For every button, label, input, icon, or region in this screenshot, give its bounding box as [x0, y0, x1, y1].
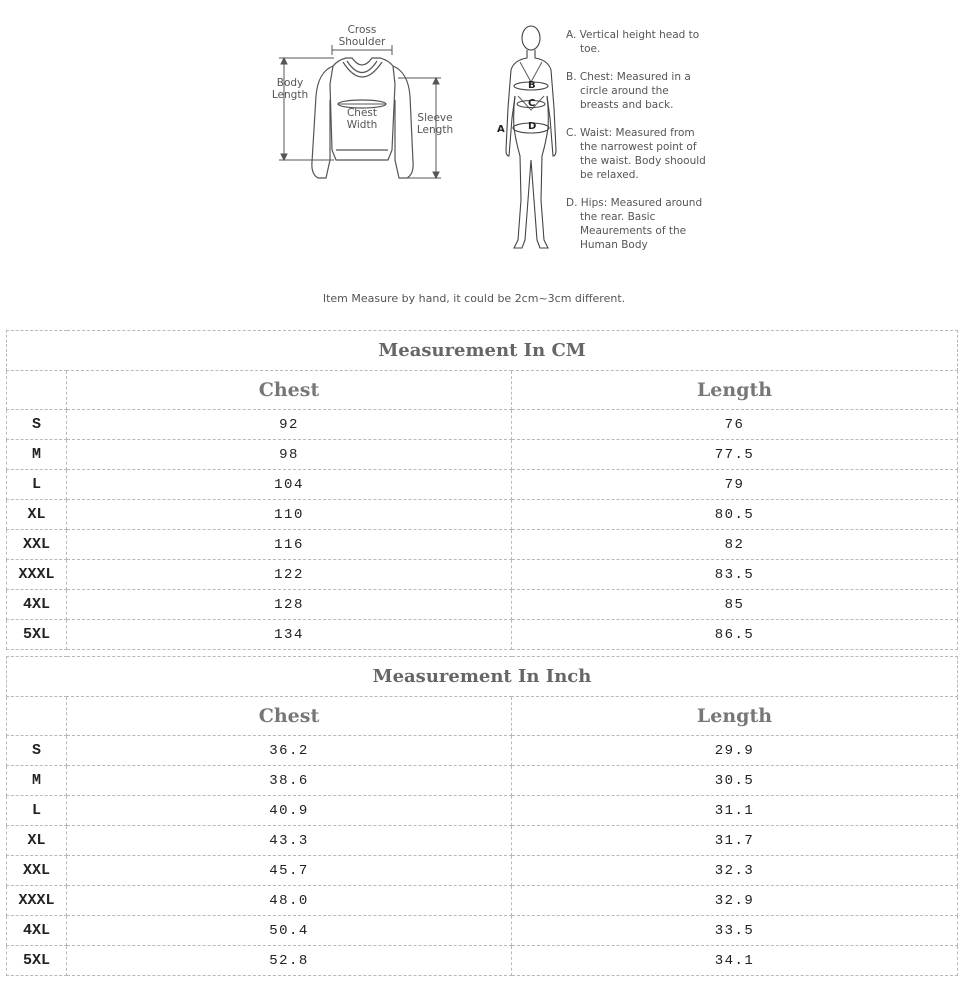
table-row — [7, 470, 958, 500]
size-label: XXXL — [7, 886, 67, 916]
size-label: XXXL — [7, 560, 67, 590]
table-row — [7, 886, 958, 916]
size-label: S — [7, 736, 67, 766]
chest-value: 128 — [67, 590, 512, 620]
table-row — [7, 946, 958, 976]
sleeve-length-label — [412, 112, 458, 136]
length-value: 31.7 — [512, 826, 958, 856]
length-value: 32.9 — [512, 886, 958, 916]
chest-value: 116 — [67, 530, 512, 560]
cm-header-size — [7, 371, 67, 410]
body-length-label — [268, 77, 312, 101]
table-row — [7, 856, 958, 886]
length-value: 83.5 — [512, 560, 958, 590]
length-value: 32.3 — [512, 856, 958, 886]
size-label: L — [7, 470, 67, 500]
table-row — [7, 766, 958, 796]
sleeve-length-label-line1: Sleeve — [417, 112, 453, 124]
chest-value: 50.4 — [67, 916, 512, 946]
body-length-label-line1: Body — [276, 77, 304, 89]
table-row — [7, 530, 958, 560]
cm-header-chest: Chest — [67, 371, 512, 410]
cm-header-length: Length — [512, 371, 958, 410]
table-row — [7, 560, 958, 590]
size-label: 5XL — [7, 620, 67, 650]
inch-table-title: Measurement In Inch — [7, 657, 958, 697]
measure-caption: Item Measure by hand, it could be 2cm~3cm different. — [322, 292, 626, 305]
size-label: L — [7, 796, 67, 826]
length-value: 29.9 — [512, 736, 958, 766]
length-value: 34.1 — [512, 946, 958, 976]
size-label: XXL — [7, 856, 67, 886]
length-value: 77.5 — [512, 440, 958, 470]
cm-table-title: Measurement In CM — [7, 331, 958, 371]
note-hips: D. Hips: Measured around the rear. Basic Meaurements of the Human Body — [566, 197, 703, 251]
cm-size-table — [6, 330, 958, 650]
size-label: XL — [7, 500, 67, 530]
note-chest: B. Chest: Measured in a circle around the breasts and back. — [566, 71, 691, 111]
measurement-illustration — [0, 0, 962, 320]
chest-value: 134 — [67, 620, 512, 650]
cross-shoulder-label — [334, 24, 390, 48]
size-label: 4XL — [7, 590, 67, 620]
length-value: 86.5 — [512, 620, 958, 650]
chest-value: 40.9 — [67, 796, 512, 826]
length-value: 85 — [512, 590, 958, 620]
length-value: 33.5 — [512, 916, 958, 946]
inch-size-table — [6, 656, 958, 976]
table-row — [7, 440, 958, 470]
inch-header-size — [7, 697, 67, 736]
size-guide-diagram — [0, 0, 962, 320]
chest-value: 122 — [67, 560, 512, 590]
size-label: 4XL — [7, 916, 67, 946]
table-row — [7, 410, 958, 440]
table-row — [7, 500, 958, 530]
chest-value: 48.0 — [67, 886, 512, 916]
size-label: XXL — [7, 530, 67, 560]
chest-width-label-line1: Chest — [346, 107, 378, 119]
body-length-label-line2: Length — [271, 89, 309, 101]
chest-width-label-line2: Width — [346, 119, 378, 131]
size-label: M — [7, 766, 67, 796]
inch-header-chest: Chest — [67, 697, 512, 736]
table-row — [7, 736, 958, 766]
chest-value: 38.6 — [67, 766, 512, 796]
sleeve-length-label-line2: Length — [416, 124, 454, 136]
chest-value: 36.2 — [67, 736, 512, 766]
chest-value: 104 — [67, 470, 512, 500]
table-row — [7, 916, 958, 946]
length-value: 76 — [512, 410, 958, 440]
chest-value: 98 — [67, 440, 512, 470]
chest-width-label — [338, 107, 386, 131]
measurement-notes — [566, 28, 706, 266]
letter-a: A — [497, 124, 505, 135]
table-row — [7, 620, 958, 650]
letter-d: D — [528, 121, 537, 132]
length-value: 31.1 — [512, 796, 958, 826]
inch-header-length: Length — [512, 697, 958, 736]
human-figure — [506, 26, 556, 248]
chest-value: 45.7 — [67, 856, 512, 886]
chest-value: 110 — [67, 500, 512, 530]
size-label: XL — [7, 826, 67, 856]
table-row — [7, 826, 958, 856]
chest-value: 52.8 — [67, 946, 512, 976]
letter-c: C — [528, 98, 536, 109]
letter-b: B — [528, 80, 536, 91]
length-value: 80.5 — [512, 500, 958, 530]
size-label: M — [7, 440, 67, 470]
table-row — [7, 590, 958, 620]
chest-value: 92 — [67, 410, 512, 440]
chest-value: 43.3 — [67, 826, 512, 856]
length-value: 79 — [512, 470, 958, 500]
length-value: 82 — [512, 530, 958, 560]
note-waist: C. Waist: Measured from the narrowest point of the waist. Body shoould be relaxed. — [566, 127, 706, 181]
note-height: A. Vertical height head to toe. — [566, 29, 700, 55]
size-label: 5XL — [7, 946, 67, 976]
table-row — [7, 796, 958, 826]
length-value: 30.5 — [512, 766, 958, 796]
cross-shoulder-label-line1: Cross — [347, 24, 377, 36]
cross-shoulder-label-line2: Shoulder — [338, 36, 386, 48]
size-label: S — [7, 410, 67, 440]
